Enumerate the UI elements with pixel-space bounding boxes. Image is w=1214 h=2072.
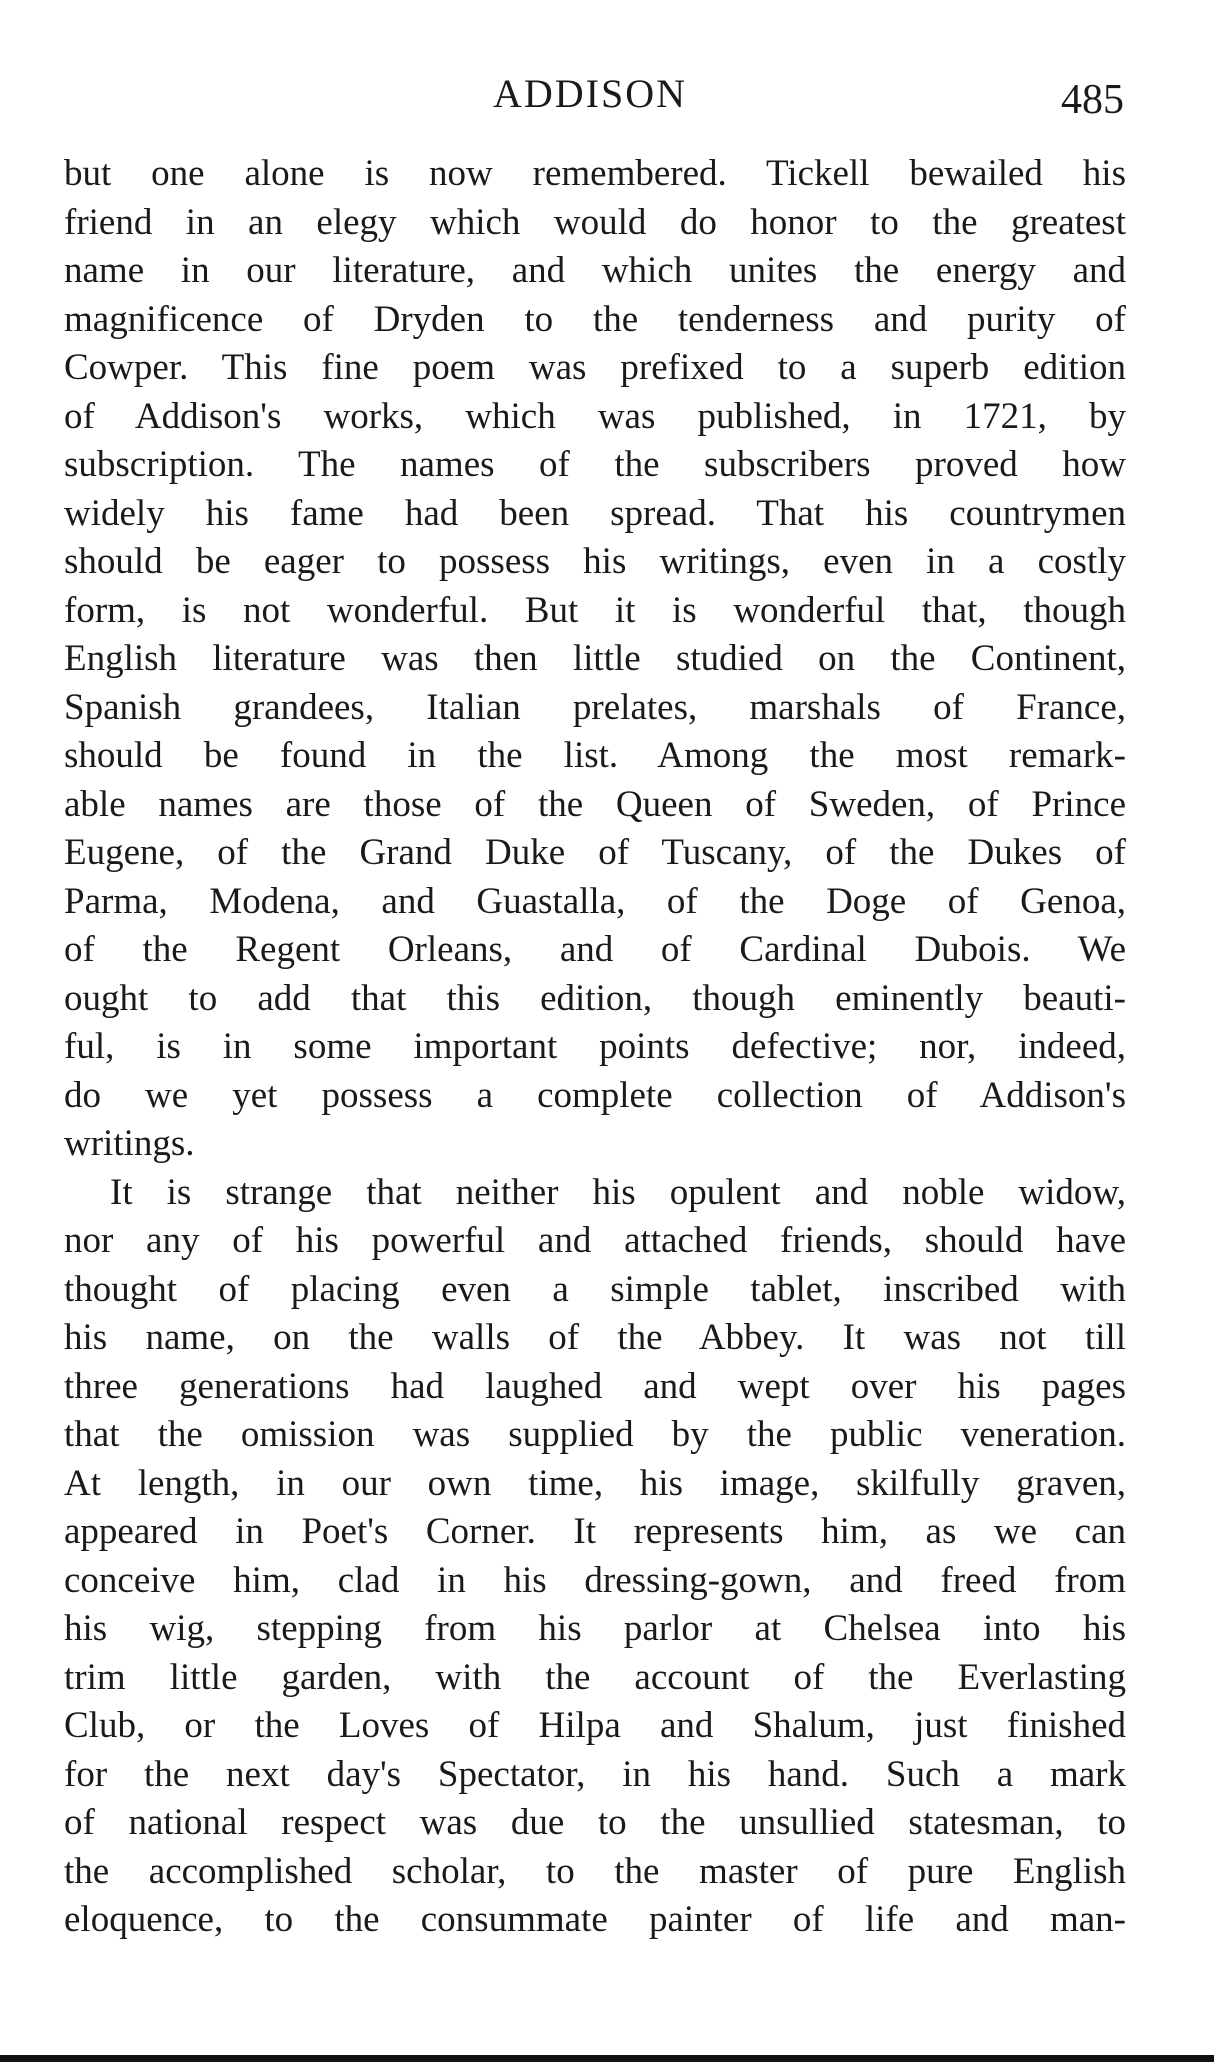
text-line: Club, or the Loves of Hilpa and Shalum, just finished — [64, 1705, 1126, 1746]
text-line: do we yet possess a complete collection of Addison's — [64, 1074, 1126, 1116]
text-line: Eugene, of the Grand Duke of Tuscany, of the Dukes of — [64, 832, 1126, 873]
body-text — [64, 150, 1126, 1945]
running-title: ADDISON — [493, 71, 687, 116]
text-line: should be eager to possess his writings, even in a costly — [64, 541, 1126, 582]
text-line: form, is not wonderful. But it is wonderful that, though — [64, 589, 1126, 631]
text-line: Spanish grandees, Italian prelates, marshals of France, — [64, 686, 1126, 728]
text-line: able names are those of the Queen of Sweden, of Prince — [64, 783, 1126, 825]
text-line: friend in an elegy which would do honor to the greatest — [64, 201, 1126, 243]
text-line: nor any of his powerful and attached friends, should have — [64, 1220, 1126, 1261]
paragraph-1 — [64, 150, 1126, 1169]
text-line: appeared in Poet's Corner. It represents him, as we can — [64, 1511, 1126, 1552]
text-line: Parma, Modena, and Guastalla, of the Doge of Genoa, — [64, 880, 1126, 922]
text-line: of national respect was due to the unsullied statesman, to — [64, 1802, 1126, 1843]
text-line: It is strange that neither his opulent and noble widow, — [110, 1171, 1126, 1213]
text-line: ought to add that this edition, though eminently beauti- — [64, 977, 1126, 1019]
text-line: thought of placing even a simple tablet, inscribed with — [64, 1268, 1126, 1310]
text-line: conceive him, clad in his dressing-gown, and freed from — [64, 1559, 1126, 1601]
running-head — [0, 70, 1214, 130]
text-line: his wig, stepping from his parlor at Chelsea into his — [64, 1608, 1126, 1649]
text-line: trim little garden, with the account of the Everlasting — [64, 1656, 1126, 1698]
text-line: eloquence, to the consummate painter of life and man- — [64, 1899, 1126, 1940]
text-line: writings. — [64, 1123, 195, 1164]
text-line: magnificence of Dryden to the tenderness and purity of — [64, 298, 1126, 340]
text-line: English literature was then little studied on the Continent, — [64, 638, 1126, 679]
text-line: At length, in our own time, his image, skilfully graven, — [64, 1462, 1126, 1504]
text-line: his name, on the walls of the Abbey. It was not till — [64, 1317, 1126, 1358]
paragraph-2 — [64, 1169, 1126, 1945]
text-line: but one alone is now remembered. Tickell bewailed his — [64, 153, 1126, 194]
text-line: of Addison's works, which was published, in 1721, by — [64, 395, 1126, 437]
page-number: 485 — [1061, 77, 1124, 123]
text-line: should be found in the list. Among the most remark- — [64, 735, 1126, 776]
text-line: of the Regent Orleans, and of Cardinal Dubois. We — [64, 929, 1126, 970]
text-line: name in our literature, and which unites the energy and — [64, 250, 1126, 291]
text-line: ful, is in some important points defective; nor, indeed, — [64, 1026, 1126, 1067]
text-line: three generations had laughed and wept over his pages — [64, 1365, 1126, 1407]
text-line: that the omission was supplied by the public veneration. — [64, 1414, 1126, 1455]
text-line: Cowper. This fine poem was prefixed to a superb edition — [64, 347, 1126, 388]
text-line: widely his fame had been spread. That his countrymen — [64, 492, 1126, 534]
bottom-rule — [0, 2055, 1214, 2062]
text-line: the accomplished scholar, to the master of pure English — [64, 1850, 1126, 1892]
text-line: for the next day's Spectator, in his hand. Such a mark — [64, 1753, 1126, 1795]
text-line: subscription. The names of the subscribers proved how — [64, 444, 1126, 485]
